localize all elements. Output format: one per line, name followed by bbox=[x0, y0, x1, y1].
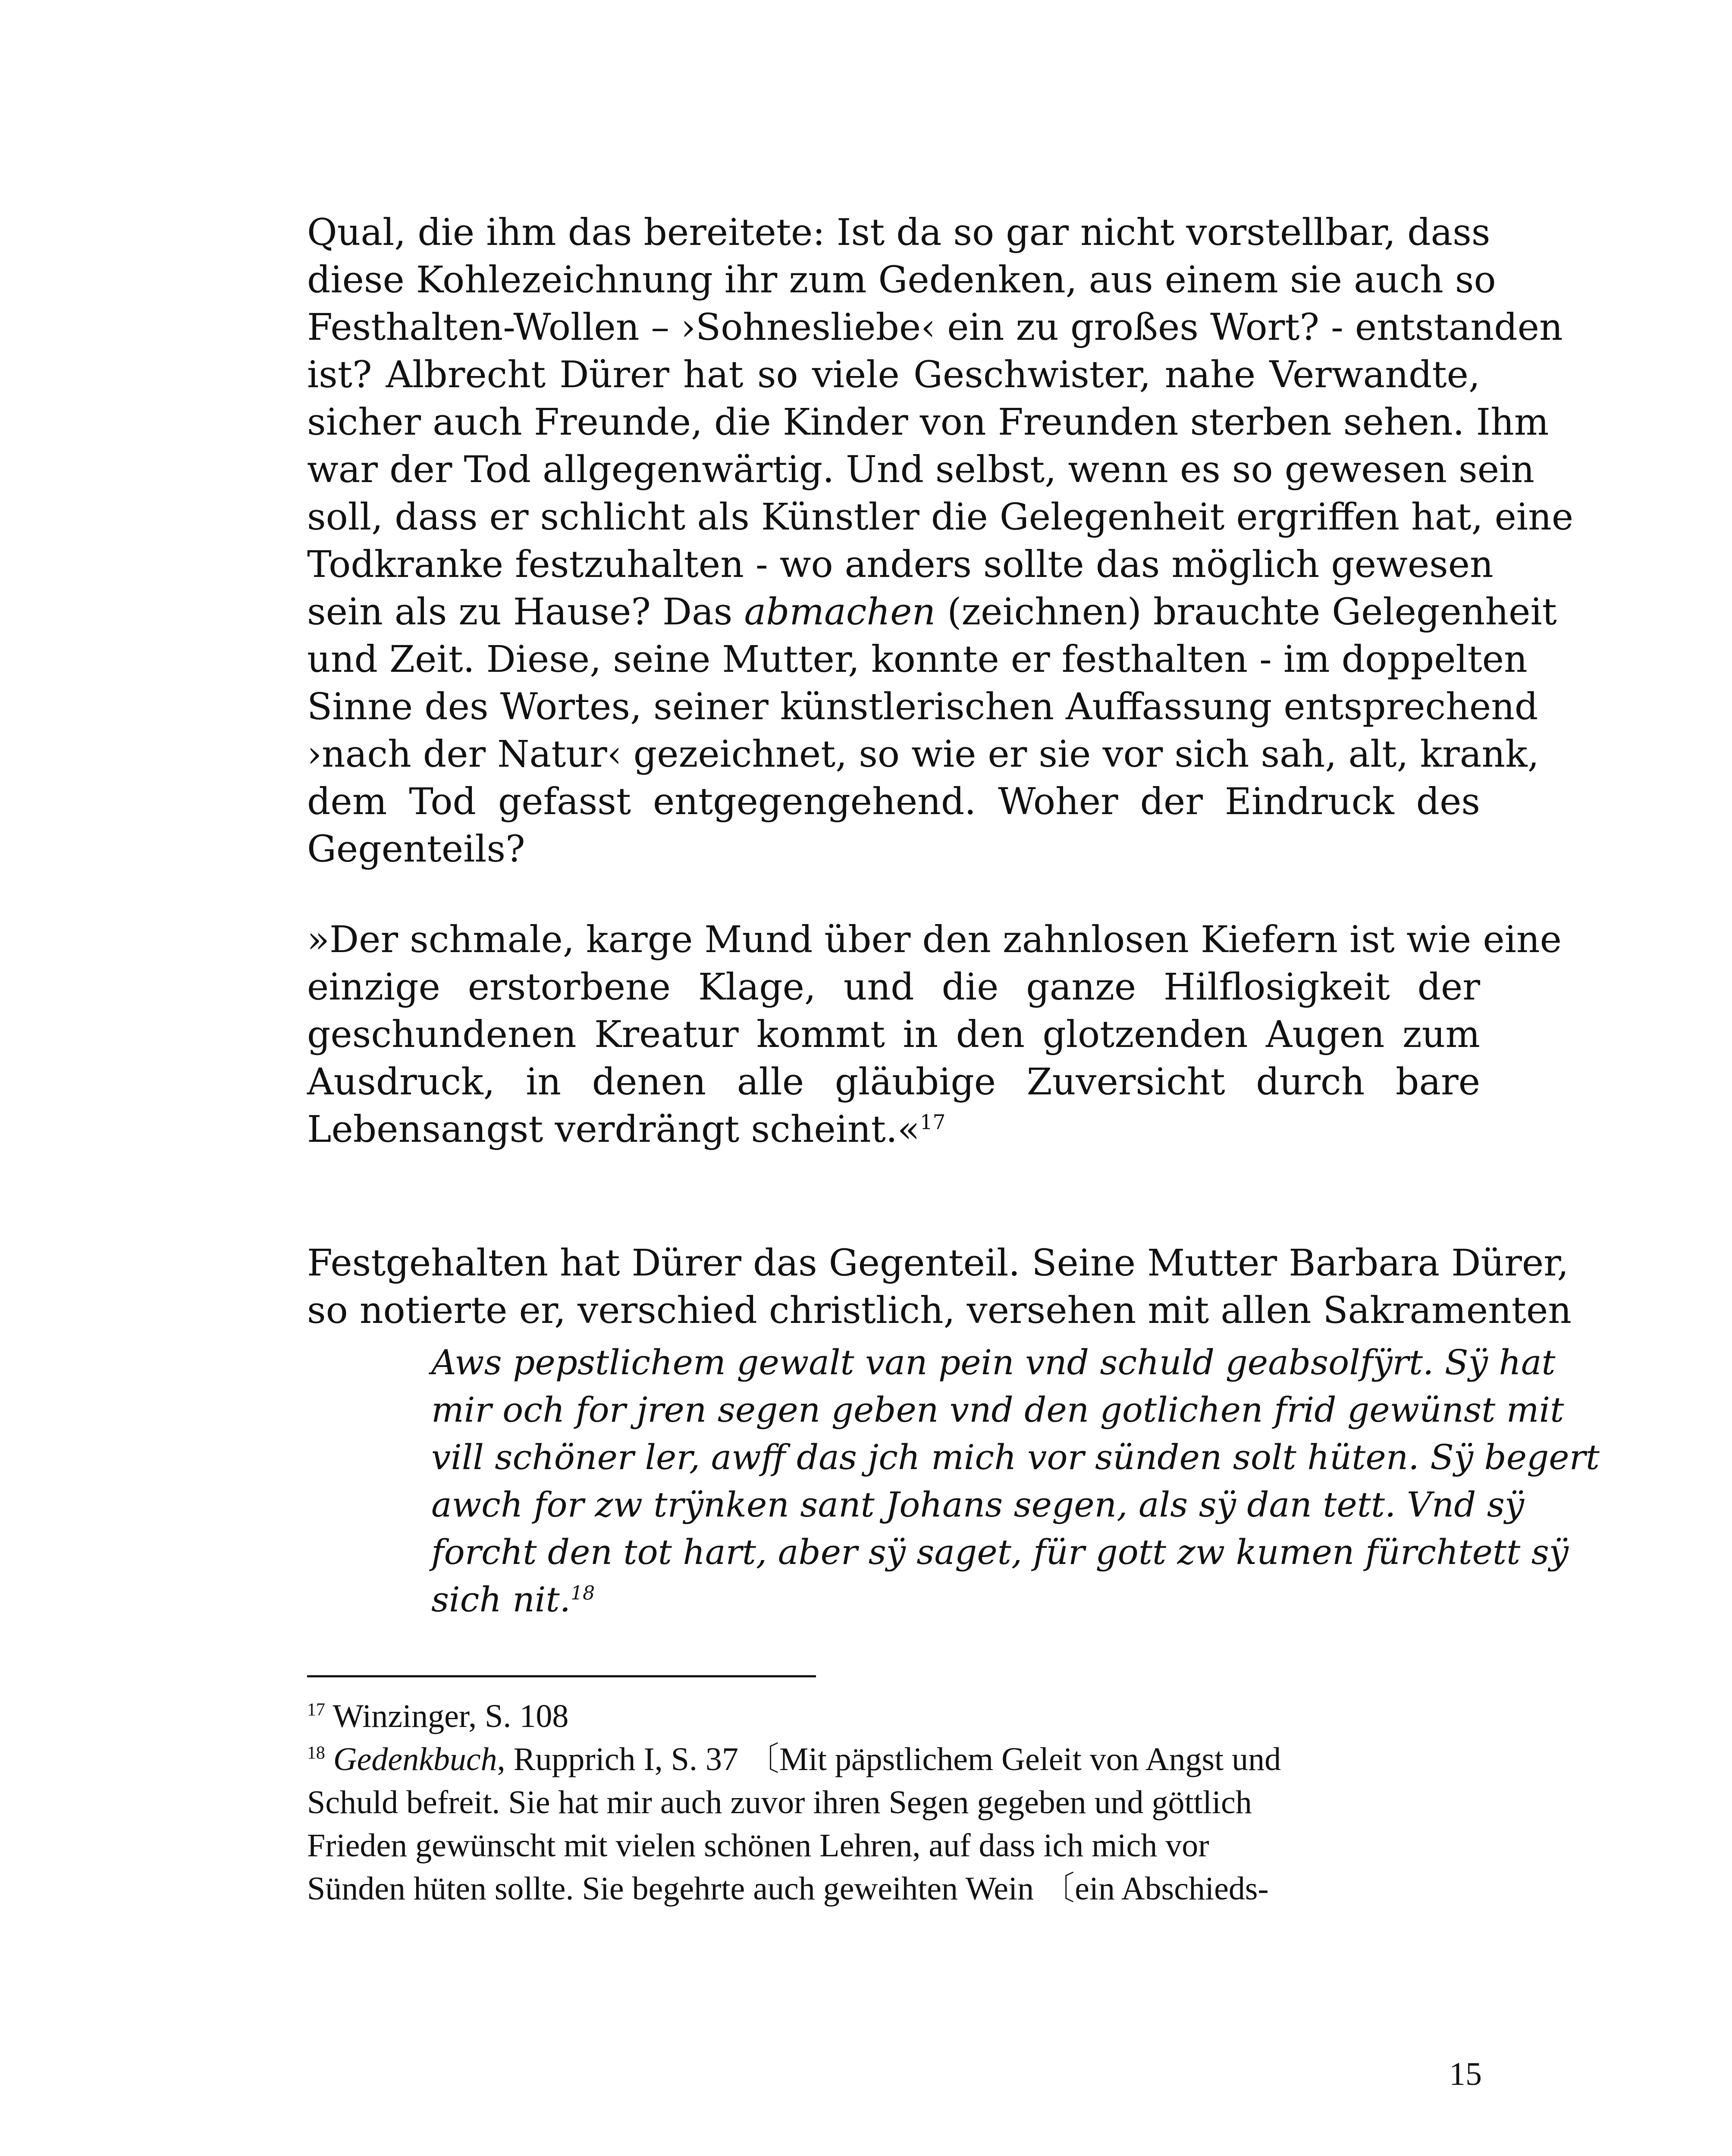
text-line bbox=[307, 1106, 1480, 1153]
text-line: Qual, die ihm das bereitete: Ist da so gar nicht vorstellbar, dass bbox=[307, 211, 1490, 254]
footnote-text-line: Frieden gewünscht mit vielen schönen Lehren, auf dass ich mich vor bbox=[307, 1827, 1209, 1864]
quote-line: Aws pepstlichem gewalt van pein vnd schuld geabsolfÿrt. Sÿ hat bbox=[431, 1342, 1556, 1382]
footnote-17 bbox=[307, 1695, 1472, 1738]
text-line: Todkranke festzuhalten - wo anders sollte das möglich gewesen bbox=[307, 543, 1494, 586]
text-segment: Lebensangst verdrängt scheint.« bbox=[307, 1108, 920, 1151]
quoted-paragraph bbox=[307, 916, 1562, 1153]
text-line: diese Kohlezeichnung ihr zum Gedenken, aus einem sie auch so bbox=[307, 259, 1496, 301]
footnote-number: 17 bbox=[307, 1700, 325, 1720]
quote-line: forcht den tot hart, aber sÿ saget, für gott zw kumen fürchtett sÿ bbox=[431, 1532, 1569, 1572]
text-segment: sich nit. bbox=[431, 1579, 571, 1620]
text-line: so notierte er, verschied christlich, versehen mit allen Sakramenten bbox=[307, 1289, 1572, 1332]
footnote-text-line: Schuld befreit. Sie hat mir auch zuvor ihren Segen gegeben und göttlich bbox=[307, 1784, 1252, 1821]
text-segment: sein als zu Hause? Das bbox=[307, 591, 744, 633]
block-quote bbox=[431, 1339, 1600, 1623]
quote-line: awch for zw trÿnken sant Johans segen, als sÿ dan tett. Vnd sÿ bbox=[431, 1485, 1525, 1525]
text-line bbox=[307, 589, 1557, 636]
footnote-number: 18 bbox=[307, 1743, 325, 1763]
text-line: »Der schmale, karge Mund über den zahnlosen Kiefern ist wie eine bbox=[307, 918, 1562, 961]
footnote-separator bbox=[307, 1675, 816, 1677]
footnote-18 bbox=[307, 1738, 1472, 1781]
text-line: sicher auch Freunde, die Kinder von Freunden sterben sehen. Ihm bbox=[307, 401, 1549, 444]
text-segment: (zeichnen) brauchte Gelegenheit bbox=[935, 591, 1557, 633]
emphasized-word: abmachen bbox=[744, 591, 936, 633]
text-line: einzige erstorbene Klage, und die ganze Hilflosigkeit der bbox=[307, 966, 1480, 1009]
text-line: geschundenen Kreatur kommt in den glotzenden Augen zum bbox=[307, 1013, 1480, 1056]
body-paragraph-1 bbox=[307, 209, 1574, 873]
text-line: Gegenteils? bbox=[307, 828, 525, 871]
text-line: Festgehalten hat Dürer das Gegenteil. Seine Mutter Barbara Dürer, bbox=[307, 1242, 1569, 1285]
text-line: war der Tod allgegenwärtig. Und selbst, wenn es so gewesen sein bbox=[307, 448, 1535, 491]
text-line: Sinne des Wortes, seiner künstlerischen Auffassung entsprechend bbox=[307, 686, 1538, 728]
text-line: Festhalten-Wollen – ›Sohnesliebe‹ ein zu großes Wort? - entstanden bbox=[307, 306, 1563, 349]
text-line: und Zeit. Diese, seine Mutter, konnte er festhalten - im doppelten bbox=[307, 638, 1528, 681]
footnote-ref: 18 bbox=[571, 1582, 595, 1604]
footnote-text: Winzinger, S. 108 bbox=[325, 1698, 569, 1734]
quote-line: mir och for jren segen geben vnd den gotlichen frid gewünst mit bbox=[431, 1390, 1564, 1430]
body-paragraph-3 bbox=[307, 1240, 1572, 1335]
footnote-text-line: Sünden hüten sollte. Sie begehrte auch geweihten Wein 〔ein Abschieds- bbox=[307, 1871, 1269, 1907]
quote-line: vill schöner ler, awff das jch mich vor sünden solt hüten. Sÿ begert bbox=[431, 1437, 1600, 1477]
text-line: dem Tod gefasst entgegengehend. Woher der Eindruck des bbox=[307, 780, 1480, 823]
quote-line bbox=[431, 1576, 1481, 1623]
footnote-title: Gedenkbuch bbox=[325, 1741, 497, 1777]
text-line: ›nach der Natur‹ gezeichnet, so wie er sie vor sich sah, alt, krank, bbox=[307, 733, 1539, 776]
text-line: ist? Albrecht Dürer hat so viele Geschwister, nahe Verwandte, bbox=[307, 354, 1480, 396]
text-line: soll, dass er schlicht als Künstler die Gelegenheit ergriffen hat, eine bbox=[307, 496, 1574, 539]
footnote-text: , Rupprich I, S. 37 〔Mit päpstlichem Geleit von Angst und bbox=[497, 1741, 1281, 1777]
footnotes bbox=[307, 1695, 1472, 1910]
page-number: 15 bbox=[1449, 2056, 1482, 2092]
text-line: Ausdruck, in denen alle gläubige Zuversicht durch bare bbox=[307, 1061, 1480, 1103]
footnote-ref: 17 bbox=[919, 1111, 946, 1134]
